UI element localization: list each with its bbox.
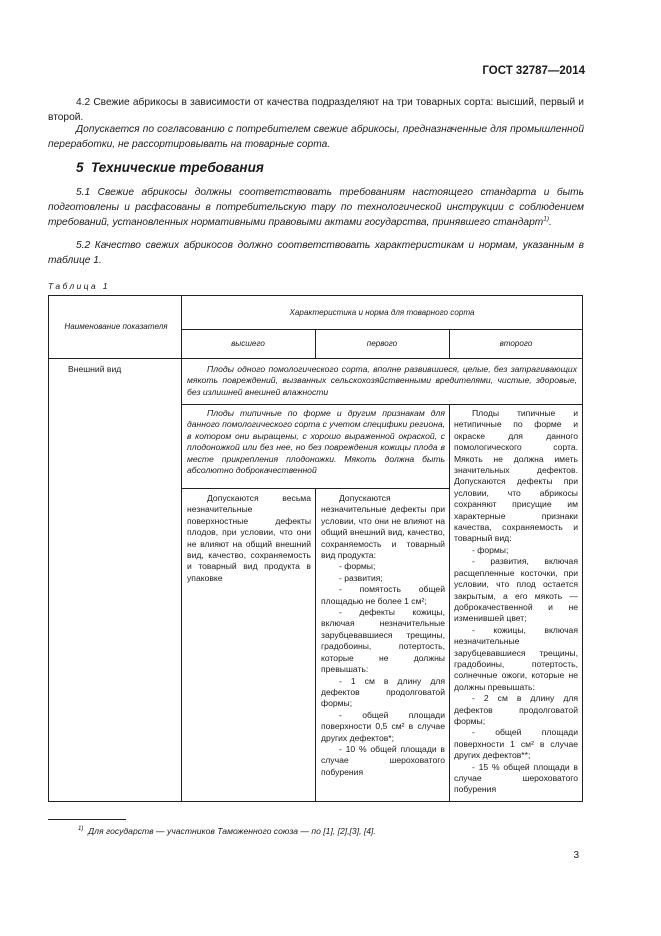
second-line: - 15 % общей площади в случае шероховатого побурения [454, 761, 578, 795]
cell-all-grades: Плоды одного помологического сорта, вполне развившиеся, целые, без затрагивающих мякоть повреждений, вызванных сельскохозяйственными вредителями, чистые, здоровые, без излишней внешней влажности [187, 364, 577, 397]
cell-second [454, 408, 578, 796]
footnote [78, 826, 376, 836]
second-line: - формы; [472, 544, 509, 555]
header-col-second: второго [499, 339, 533, 348]
cell-first [321, 493, 445, 778]
second-line: Плоды типичные и нетипичные по форме и окраске для данного помологического сорта. Мякоть не должна иметь значительных дефектов. Допускаются дефекты при условии, что абрикосы сохраняют присущие им характерные признаки качества, сохраняемость и товарный вид: [454, 408, 578, 544]
first-line: - общей площади поверхности 0,5 см² в случае других дефектов*; [321, 709, 445, 743]
first-line: Допускаются незначительные дефекты при условии, что они не влияют на общий внешний вид, качество, сохраняемость и товарный вид продукта: [321, 493, 445, 561]
paragraph-5-1-end: . [549, 217, 552, 229]
table-caption: Таблица 1 [48, 281, 110, 291]
first-line: - 1 см в длину для дефектов продолговатой формы; [321, 675, 445, 709]
cell-highest-first: Плоды типичные по форме и другим признакам для данного помологического сорта с учетом специфики региона, в котором они выращены, с хорошо выраженной окраской, с плодоножкой или без нее, но без повреждения кожицы плода в месте прикрепления плодоножки. Мякоть должна быть абсолютно доброкачественной [187, 408, 445, 476]
first-line: - помятость общей площадью не более 1 см²; [321, 584, 445, 606]
first-line: - развития; [339, 572, 383, 583]
standard-number: ГОСТ 32787—2014 [482, 65, 585, 77]
paragraph-5-1-text: 5.1 Свежие абрикосы должны соответствовать требованиям настоящего стандарта и быть подготовлены и расфасованы в потребительскую тару по технологической инструкции с соблюдением требований, установленных нормативными правовыми актами государства, принявшего стандарт [48, 187, 584, 229]
second-line: - общей площади поверхности 1 см² в случае других дефектов**; [454, 727, 578, 761]
header-group: Характеристика и норма для товарного сорта [289, 308, 475, 317]
row-name: Внешний вид [68, 364, 122, 374]
header-col-first: первого [366, 339, 398, 348]
second-line: - 2 см в длину для дефектов продолговатой формы; [454, 693, 578, 726]
section-title: Технические требования [91, 160, 264, 175]
second-line: - кожицы, включая незначительные зарубцевавшиеся трещины, градобоины, потертость, солнечные ожоги, которые не должны превышать: [454, 624, 578, 692]
footnote-mark: 1) [78, 826, 84, 833]
second-line: - развития, включая расщепленные косточки, при условии, что плод остается закрытым, а его мякоть — доброкачественной и не изменившей цвет; [454, 556, 578, 624]
cell-highest: Допускаются весьма незначительные поверхностные дефекты плодов, при условии, что они не влияют на общий внешний вид, качество, сохраняемость и товарный вид продукта в упаковке [187, 493, 311, 583]
footnote-text: Для государств — участников Таможенного союза — по [1], [2],[3], [4]. [88, 826, 376, 836]
header-indicator: Наименование показателя [64, 322, 168, 331]
first-line: - дефекты кожицы, включая незначительные зарубцевавшиеся трещины, градобоины, потертость, которые не должны превышать: [321, 607, 445, 675]
quality-table [48, 295, 583, 802]
paragraph-4-2: 4.2 Свежие абрикосы в зависимости от качества подразделяют на три товарных сорта: высший, первый и второй. [48, 97, 584, 124]
first-line: - 10 % общей площади в случае шероховатого побурения [321, 743, 445, 777]
footnote-ref: 1) [543, 216, 550, 224]
paragraph-5-1 [48, 185, 584, 231]
paragraph-4-2-note: Допускается по согласованию с потребителем свежие абрикосы, предназначенные для промышленной переработки, не рассортировывать на товарные сорта. [48, 124, 584, 151]
section-heading [76, 160, 264, 175]
section-number: 5 [76, 160, 84, 175]
first-line: - формы; [339, 561, 376, 572]
page-number: 3 [573, 850, 579, 861]
header-col-highest: высшего [231, 339, 265, 348]
footnote-divider [48, 819, 126, 820]
paragraph-5-2: 5.2 Качество свежих абрикосов должно соответствовать характеристикам и нормам, указанным в таблице 1. [48, 240, 584, 267]
